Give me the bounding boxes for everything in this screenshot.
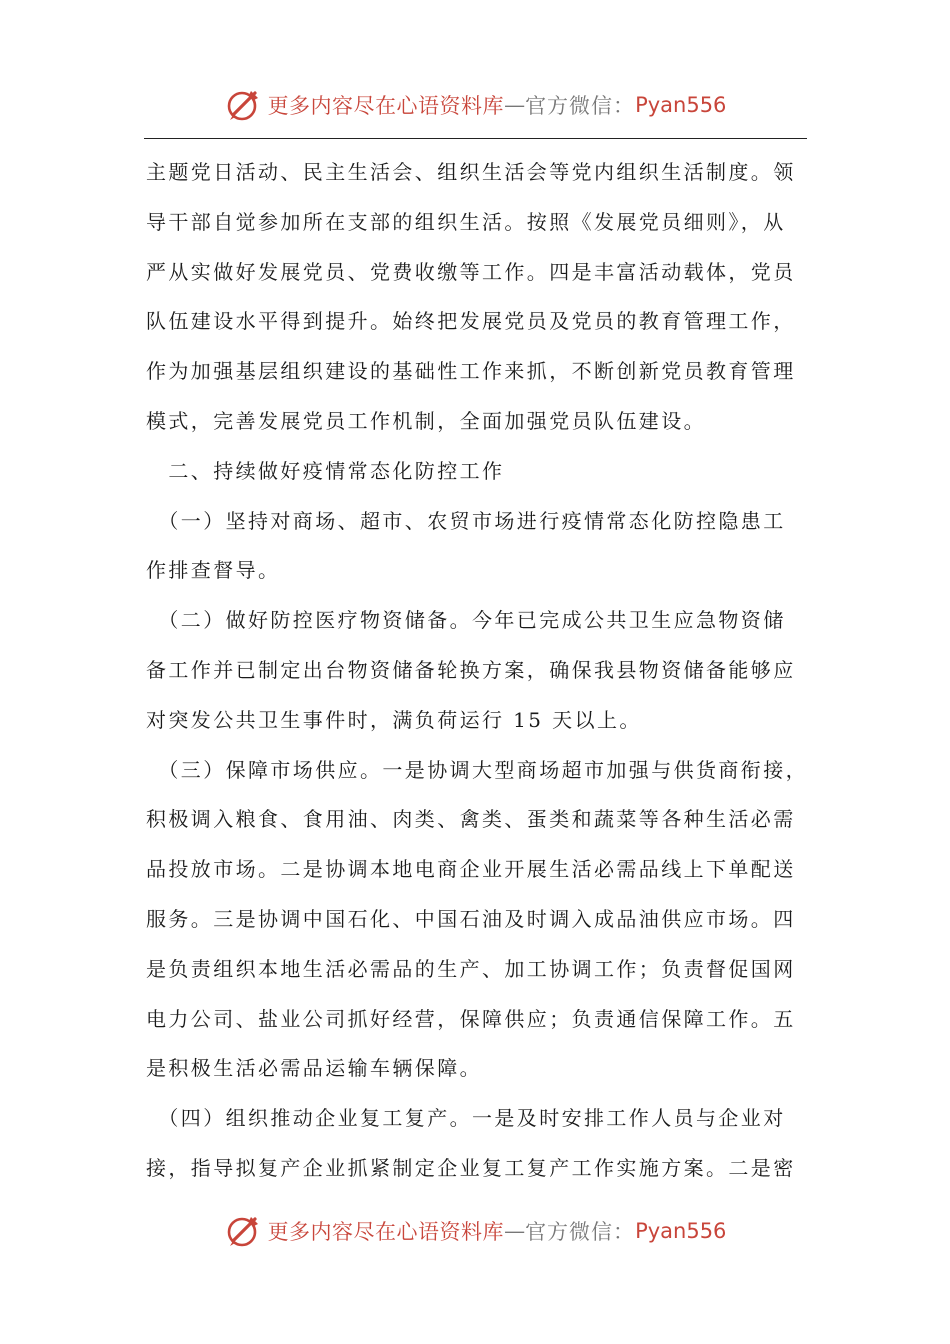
header-banner-dash: — <box>504 93 526 117</box>
body-line: 品投放市场。二是协调本地电商企业开展生活必需品线上下单配送 <box>146 857 796 882</box>
body-line: （二）做好防控医疗物资储备。今年已完成公共卫生应急物资储 <box>146 608 786 633</box>
body-line: （四）组织推动企业复工复产。一是及时安排工作人员与企业对 <box>146 1106 786 1131</box>
body-line: （一）坚持对商场、超市、农贸市场进行疫情常态化防控隐患工 <box>146 508 786 533</box>
footer-banner-official: 官方微信： <box>525 1220 636 1244</box>
section-heading: 二、持续做好疫情常态化防控工作 <box>146 458 505 483</box>
body-line: 主题党日活动、民主生活会、组织生活会等党内组织生活制度。领 <box>146 160 796 184</box>
pen-logo-icon <box>224 1211 264 1251</box>
body-line: 对突发公共卫生事件时，满负荷运行 15 天以上。 <box>146 707 642 732</box>
body-line: 导干部自觉参加所在支部的组织生活。按照《发展党员细则》，从 <box>146 209 786 234</box>
header-banner-official: 官方微信： <box>525 94 636 118</box>
header-banner-id: Pyan556 <box>635 93 727 117</box>
body-line: 严从实做好发展党员、党费收缴等工作。四是丰富活动载体，党员 <box>146 259 796 284</box>
footer-banner <box>0 1208 950 1254</box>
body-line: 备工作并已制定出台物资储备轮换方案，确保我县物资储备能够应 <box>146 657 796 682</box>
body-line: 积极调入粮食、食用油、肉类、禽类、蛋类和蔬菜等各种生活必需 <box>146 807 796 832</box>
pen-logo-icon <box>224 85 264 125</box>
header-divider <box>144 138 807 139</box>
header-banner-text: 更多内容尽在心语资料库 <box>267 94 505 118</box>
footer-banner-id: Pyan556 <box>635 1219 727 1243</box>
body-line: 作排查督导。 <box>146 558 281 583</box>
body-line: 是负责组织本地生活必需品的生产、加工协调工作；负责督促国网 <box>146 956 796 981</box>
body-line: 接，指导拟复产企业抓紧制定企业复工复产工作实施方案。二是密 <box>146 1155 796 1180</box>
body-line: 电力公司、盐业公司抓好经营，保障供应；负责通信保障工作。五 <box>146 1006 796 1031</box>
document-body <box>146 148 816 1194</box>
body-line: 队伍建设水平得到提升。始终把发展党员及党员的教育管理工作， <box>146 309 796 334</box>
body-line: 模式，完善发展党员工作机制，全面加强党员队伍建设。 <box>146 408 706 433</box>
body-line: 作为加强基层组织建设的基础性工作来抓，不断创新党员教育管理 <box>146 359 796 384</box>
footer-banner-dash: — <box>504 1219 526 1243</box>
body-line: 服务。三是协调中国石化、中国石油及时调入成品油供应市场。四 <box>146 906 796 931</box>
body-line: 是积极生活必需品运输车辆保障。 <box>146 1056 482 1081</box>
header-banner <box>0 82 950 128</box>
body-line: （三）保障市场供应。一是协调大型商场超市加强与供货商衔接， <box>146 757 808 782</box>
footer-banner-text: 更多内容尽在心语资料库 <box>267 1220 505 1244</box>
